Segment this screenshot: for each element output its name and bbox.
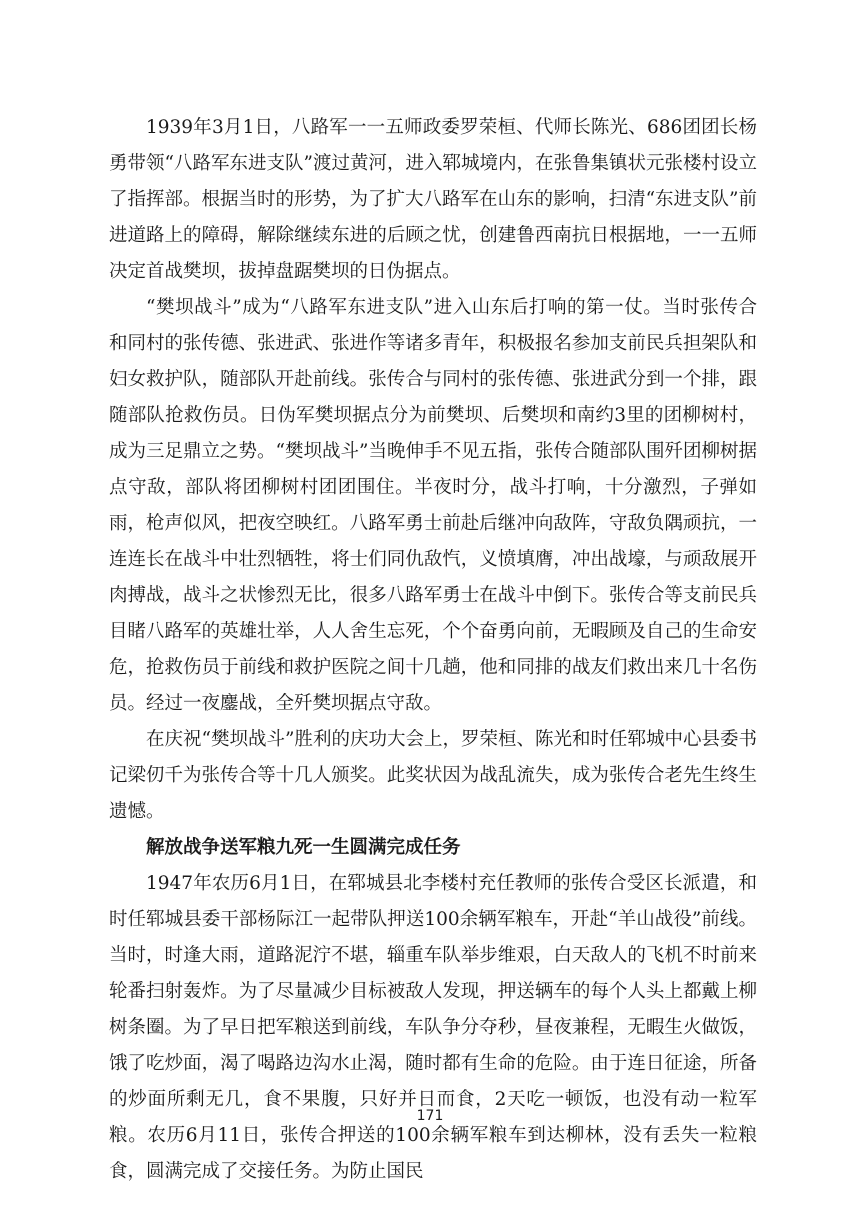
paragraph: “樊坝战斗”成为“八路军东进支队”进入山东后打响的第一仗。当时张传合和同村的张传德、张进武、张进作等诸多青年，积极报名参加支前民兵担架队和妇女救护队，随部队开赴前线。张传合与同村的张传德、张进武分到一个排，跟随部队抢救伤员。日伪军樊坝据点分为前樊坝、后樊坝和南约3里的团柳树村，成为三足鼎立之势。“樊坝战斗”当晚伸手不见五指，张传合随部队围歼团柳树据点守敌，部队将团柳树村团团围住。半夜时分，战斗打响，十分激烈，子弹如雨，枪声似风，把夜空映红。八路军勇士前赴后继冲向敌阵，守敌负隅顽抗，一连连长在战斗中壮烈牺牲，将士们同仇敌忾，义愤填膺，冲出战壕，与顽敌展开肉搏战，战斗之状惨烈无比，很多八路军勇士在战斗中倒下。张传合等支前民兵目睹八路军的英雄壮举，人人舍生忘死，个个奋勇向前，无暇顾及自己的生命安危，抢救伤员于前线和救护医院之间十几趟，他和同排的战友们救出来几十名伤员。经过一夜鏖战，全歼樊坝据点守敌。	[109, 297, 757, 714]
section-heading: 解放战争送军粮九死一生圆满完成任务	[146, 837, 461, 858]
paragraph: 在庆祝“樊坝战斗”胜利的庆功大会上，罗荣桓、陈光和时任郓城中心县委书记梁仞千为张传合等十几人颁奖。此奖状因为战乱流失，成为张传合老先生终生遗憾。	[109, 729, 757, 822]
document-body	[109, 110, 757, 1190]
paragraph: 1947年农历6月1日，在郓城县北李楼村充任教师的张传合受区长派遣，和时任郓城县委干部杨际江一起带队押送100余辆军粮车，开赴“羊山战役”前线。当时，时逢大雨，道路泥泞不堪，辎重车队举步维艰，白天敌人的飞机不时前来轮番扫射轰炸。为了尽量减少目标被敌人发现，押送辆车的每个人头上都戴上柳树条圈。为了早日把军粮送到前线，车队争分夺秒，昼夜兼程，无暇生火做饭，饿了吃炒面，渴了喝路边沟水止渴，随时都有生命的危险。由于连日征途，所备的炒面所剩无几，食不果腹，只好并日而食，2天吃一顿饭，也没有动一粒军粮。农历6月11日，张传合押送的100余辆军粮车到达柳林，没有丢失一粒粮食，圆满完成了交接任务。为防止国民	[109, 873, 757, 1182]
paragraph: 1939年3月1日，八路军一一五师政委罗荣桓、代师长陈光、686团团长杨勇带领“八路军东进支队”渡过黄河，进入郓城境内，在张鲁集镇状元张楼村设立了指挥部。根据当时的形势，为了扩大八路军在山东的影响，扫清“东进支队”前进道路上的障碍，解除继续东进的后顾之忧，创建鲁西南抗日根据地，一一五师决定首战樊坝，拔掉盘踞樊坝的日伪据点。	[109, 117, 757, 282]
page-number: 171	[416, 1108, 444, 1124]
